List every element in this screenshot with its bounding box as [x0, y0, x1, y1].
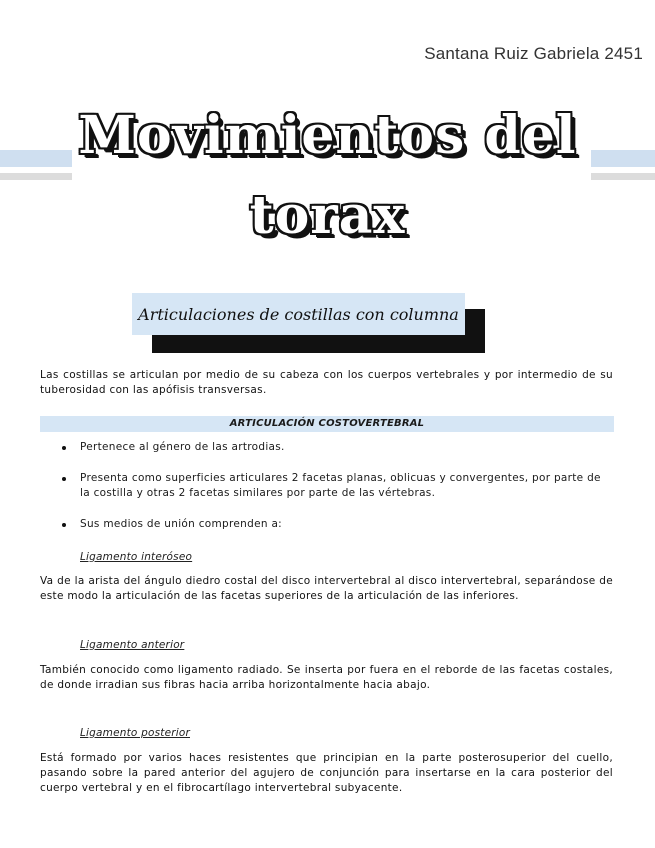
bullet-icon	[62, 446, 66, 450]
subtitle-banner	[132, 293, 465, 333]
ligament-title-posterior: Ligamento posterior	[80, 727, 190, 739]
intro-paragraph: Las costillas se articulan por medio de su cabeza con los cuerpos vertebrales y por intermedio de su tuberosidad con las apófisis transversas.	[40, 369, 613, 396]
list-item-text: Pertenece al género de las artrodias.	[80, 441, 285, 453]
bullet-list	[40, 440, 613, 548]
subtitle-text: Articulaciones de costillas con columna	[132, 293, 465, 335]
list-item-text: Sus medios de unión comprenden a:	[80, 518, 283, 530]
bullet-icon	[62, 477, 66, 481]
ligament-text-posterior: Está formado por varios haces resistentes que principian en la parte posterosuperior del cuello, pasando sobre la pared anterior del agujero de conjunción para insertarse en la cara posterior del cuerpo vertebral y en el fibrocartílago intervertebral subyacente.	[40, 752, 613, 794]
section-heading: ARTICULACIÓN COSTOVERTEBRAL	[40, 416, 614, 432]
bullet-icon	[62, 523, 66, 527]
author-name: Santana Ruiz Gabriela 2451	[424, 44, 643, 63]
ligament-title-interoseo: Ligamento interóseo	[80, 551, 193, 563]
list-item	[40, 471, 613, 501]
ligament-text-anterior: También conocido como ligamento radiado. Se inserta por fuera en el reborde de las facetas costales, de donde irradian sus fibras hacia arriba horizontalmente hacia abajo.	[40, 664, 613, 691]
ligament-title-anterior: Ligamento anterior	[80, 639, 185, 651]
list-item-text: Presenta como superficies articulares 2 facetas planas, oblicuas y convergentes, por parte de la costilla y otras 2 facetas similares por parte de las vértebras.	[80, 472, 601, 499]
list-item	[40, 517, 613, 532]
ligament-text-interoseo: Va de la arista del ángulo diedro costal del disco intervertebral al disco intervertebral, separándose de este modo la articulación de las facetas superiores de la articulación de las inferiores.	[40, 575, 613, 602]
list-item	[40, 440, 613, 455]
page-title	[0, 96, 655, 256]
page-title-line-2: torax	[249, 185, 406, 246]
page-title-line-1: Movimientos del	[78, 105, 577, 166]
